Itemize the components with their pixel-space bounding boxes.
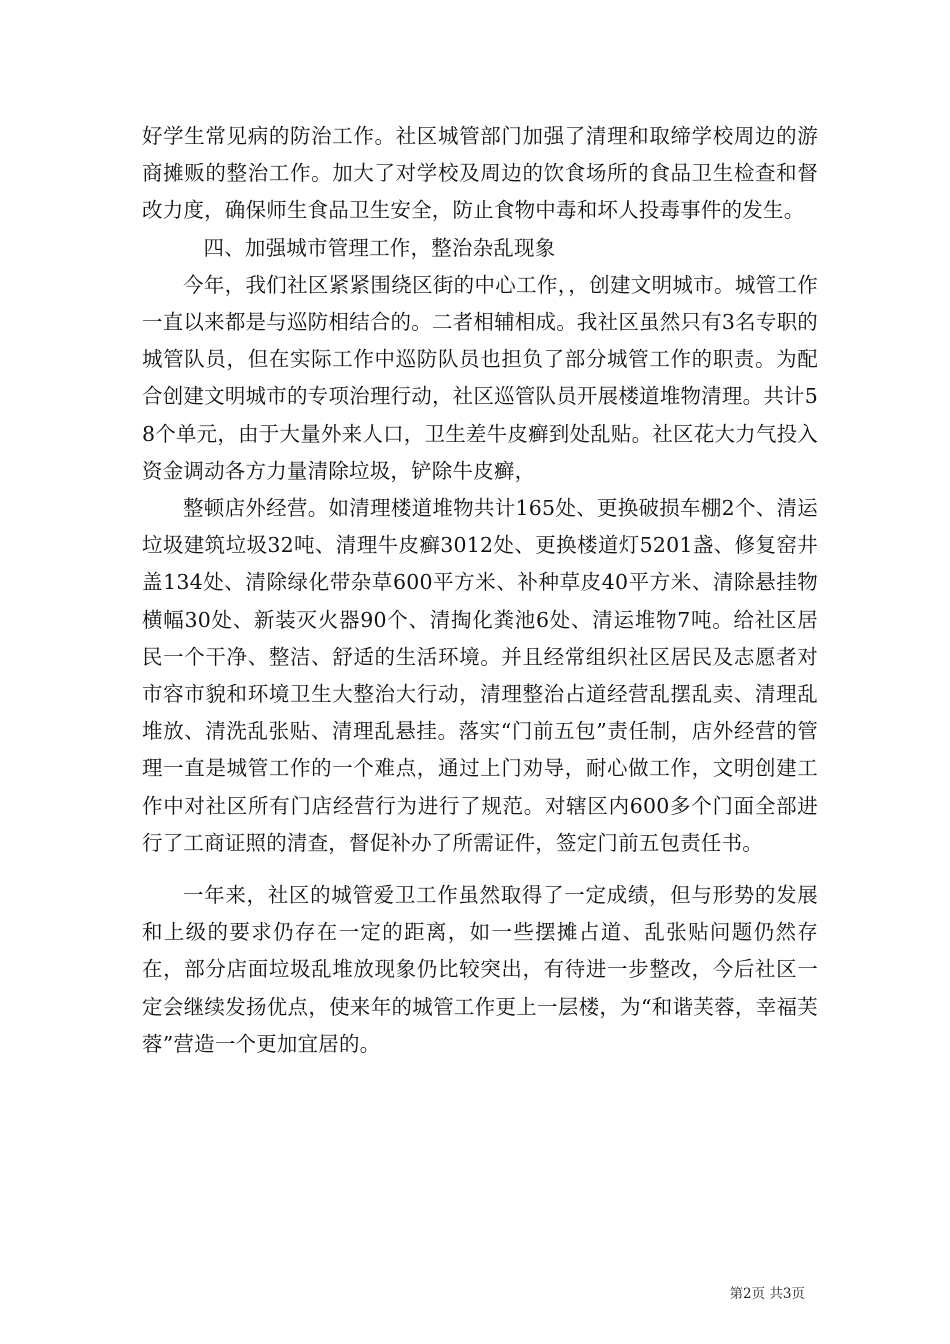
section-heading: 四、加强城市管理工作，整治杂乱现象 [203,235,556,260]
document-body [142,118,818,1063]
page-number: 第2页 共3页 [729,1286,805,1302]
paragraph-rectification: 整顿店外经营。如清理楼道堆物共计165处、更换破损车棚2个、清运垃圾建筑垃圾32吨、清理牛皮癣3012处、更换楼道灯5201盏、修复窑井盖134处、清除绿化带杂草600平方米、补种草皮40平方米、清除悬挂物横幅30处、新装灭火器90个、清掏化粪池6处、清运堆物7吨。给社区居民一个干净、整洁、舒适的生活环境。并且经常组织社区居民及志愿者对市容市貌和环境卫生大整治大行动，清理整治占道经营乱摆乱卖、清理乱堆放、清洗乱张贴、清理乱悬挂。落实“门前五包”责任制，店外经营的管理一直是城管工作的一个难点，通过上门劝导，耐心做工作，文明创建工作中对社区所有门店经营行为进行了规范。对辖区内600多个门面全部进行了工商证照的清查，督促补办了所需证件，签定门前五包责任书。 [142,496,818,855]
paragraph-school-health: 好学生常见病的防治工作。社区城管部门加强了清理和取缔学校周边的游商摊贩的整治工作。加大了对学校及周边的饮食场所的食品卫生检查和督改力度，确保师生食品卫生安全，防止食物中毒和坏人投毒事件的发生。 [142,124,818,223]
paragraph-summary: 一年来，社区的城管爱卫工作虽然取得了一定成绩，但与形势的发展和上级的要求仍存在一定的距离，如一些摆摊占道、乱张贴问题仍然存在，部分店面垃圾乱堆放现象仍比较突出，有待进一步整改，今后社区一定会继续发扬优点，使来年的城管工作更上一层楼，为“和谐芙蓉，幸福芙蓉”营造一个更加宜居的。 [142,883,818,1056]
paragraph-city-management: 今年，我们社区紧紧围绕区街的中心工作，，创建文明城市。城管工作一直以来都是与巡防相结合的。二者相辅相成。我社区虽然只有3名专职的城管队员，但在实际工作中巡防队员也担负了部分城管工作的职责。为配合创建文明城市的专项治理行动，社区巡管队员开展楼道堆物清理。共计58个单元，由于大量外来人口，卫生差牛皮癣到处乱贴。社区花大力气投入资金调动各方力量清除垃圾，铲除牛皮癣， [142,272,818,483]
